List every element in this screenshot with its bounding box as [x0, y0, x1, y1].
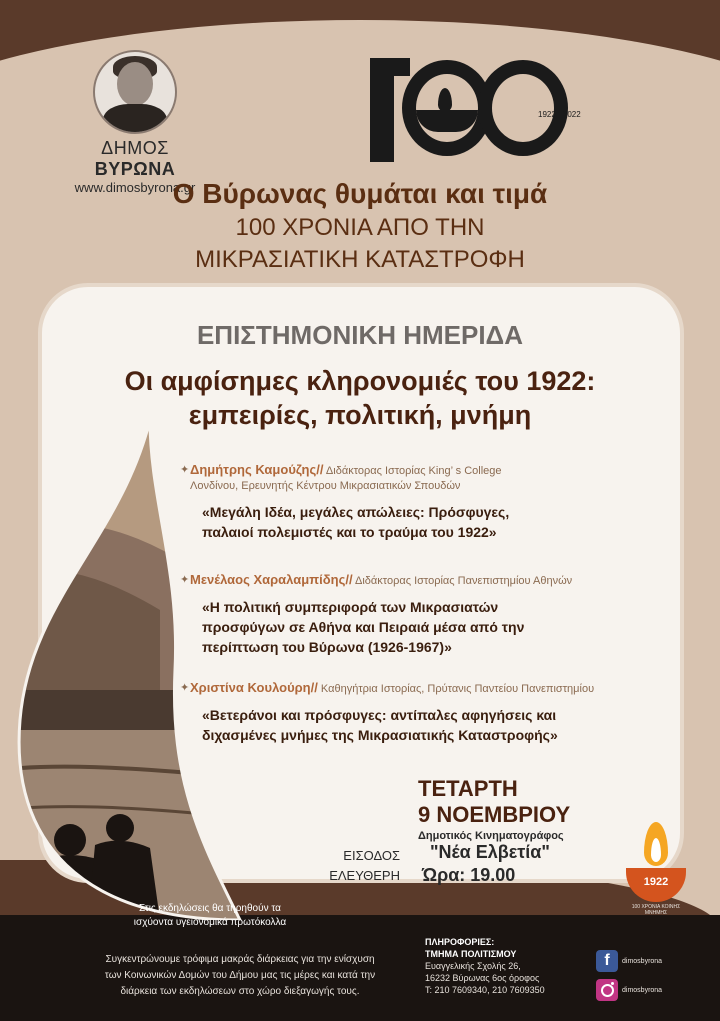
talk-title: «Η πολιτική συμπεριφορά των Μικρασιατών προσφύγων σε Αθήνα και Πειραιά μέσα από την περίπτωση του Βύρωνα (1926-1967)» — [202, 599, 525, 655]
headline-line-3: ΜΙΚΡΑΣΙΑΤΙΚΗ ΚΑΤΑΣΤΡΟΦΗ — [195, 246, 525, 273]
speaker-role: Καθηγήτρια Ιστορίας, Πρύτανις Παντείου Πανεπιστημίου — [317, 683, 595, 695]
venue-name: "Νέα Ελβετία" — [430, 842, 550, 862]
badge-caption: 100 ΧΡΟΝΙΑ ΚΟΙΝΗΣ ΜΝΗΜΗΣ — [631, 904, 681, 916]
health-protocol-note: Στις εκδηλώσεις θα τηρηθούν τα ισχύοντα υγειονομικά πρωτόκολλα — [133, 903, 287, 928]
speaker-name: Μενέλαος Χαραλαμπίδης// — [190, 572, 353, 587]
contact-phones: Τ: 210 7609340, 210 7609350 — [425, 985, 545, 995]
instagram-link[interactable]: dimosbyrona — [596, 979, 706, 1001]
facebook-icon: f — [596, 950, 618, 972]
speaker-name: Χριστίνα Κουλούρη// — [190, 680, 318, 695]
star-bullet-icon: ✦ — [180, 464, 190, 476]
facebook-link[interactable]: f dimosbyrona — [596, 950, 706, 972]
speaker-name: Δημήτρης Καμούζης// — [190, 462, 324, 477]
free-entry: ΕΙΣΟΔΟΣ ΕΛΕΥΘΕΡΗ — [329, 848, 400, 883]
badge-year: 1922 — [643, 876, 669, 888]
event-details — [418, 776, 570, 886]
star-bullet-icon: ✦ — [180, 574, 190, 586]
event-day: ΤΕΤΑΡΤΗ — [418, 776, 518, 801]
event-title-line-1: Οι αμφίσημες κληρονομιές του 1922: — [124, 366, 596, 396]
municipality-name: ΔΗΜΟΣ ΒΥΡΩΝΑ — [94, 138, 176, 179]
speaker-1 — [180, 462, 670, 542]
speaker-2 — [180, 572, 670, 657]
speaker-role: Διδάκτορας Ιστορίας Πανεπιστημίου Αθηνών — [352, 575, 573, 587]
talk-title: «Βετεράνοι και πρόσφυγες: αντίπαλες αφηγήσεις και διχασμένες μνήμες της Μικρασιατικής Καταστροφής» — [202, 707, 558, 743]
talk-title: «Μεγάλη Ιδέα, μεγάλες απώλειες: Πρόσφυγες, παλαιοί πολεμιστές και το τραύμα του 1922» — [202, 504, 510, 540]
anniversary-badge — [620, 818, 690, 916]
municipality-logo — [60, 50, 210, 195]
food-donation-note: Συγκεντρώνουμε τρόφιμα μακράς διάρκειας για την ενίσχυση των Κοινωνικών Δομών του Δήμου μας τις μέρες και κατά την διάρκεια των εκδηλώσεων στο χώρο διεξαγωγής τους. — [104, 954, 376, 997]
anniversary-100-logo — [370, 58, 610, 168]
speaker-role: Διδάκτορας Ιστορίας King’ s College — [323, 465, 502, 477]
speaker-role-line-2: Λονδίνου, Ερευνητής Κέντρου Μικρασιατικών Σπουδών — [190, 480, 461, 492]
headline-line-2: 100 ΧΡΟΝΙΑ ΑΠΟ ΤΗΝ — [235, 214, 485, 241]
contact-info: ΠΛΗΡΟΦΟΡΙΕΣ: ΤΜΗΜΑ ΠΟΛΙΤΙΣΜΟΥ Ευαγγελικής Σχολής 26, 16232 Βύρωνας 6ος όροφος Τ: 210 7609340, 210 7609350 — [425, 937, 545, 995]
star-bullet-icon: ✦ — [180, 682, 190, 694]
lord-byron-portrait — [93, 50, 177, 134]
event-title-line-2: εμπειρίες, πολιτική, μνήμη — [188, 400, 532, 430]
venue-label: Δημοτικός Κινηματογράφος — [418, 830, 564, 842]
event-date: 9 ΝΟΕΜΒΡΙΟΥ — [418, 802, 571, 827]
website-link[interactable]: www.dimosbyrona.gr — [74, 180, 196, 195]
headline-line-1: Ο Βύρωνας θυμάται και τιμά — [172, 178, 548, 209]
speaker-3 — [180, 680, 670, 745]
instagram-icon — [596, 979, 618, 1001]
event-type: ΕΠΙΣΤΗΜΟΝΙΚΗ ΗΜΕΡΙΔΑ — [196, 320, 524, 350]
event-time: Ώρα: 19.00 — [422, 865, 516, 885]
anniversary-years: 1922 - 2022 — [538, 110, 581, 119]
